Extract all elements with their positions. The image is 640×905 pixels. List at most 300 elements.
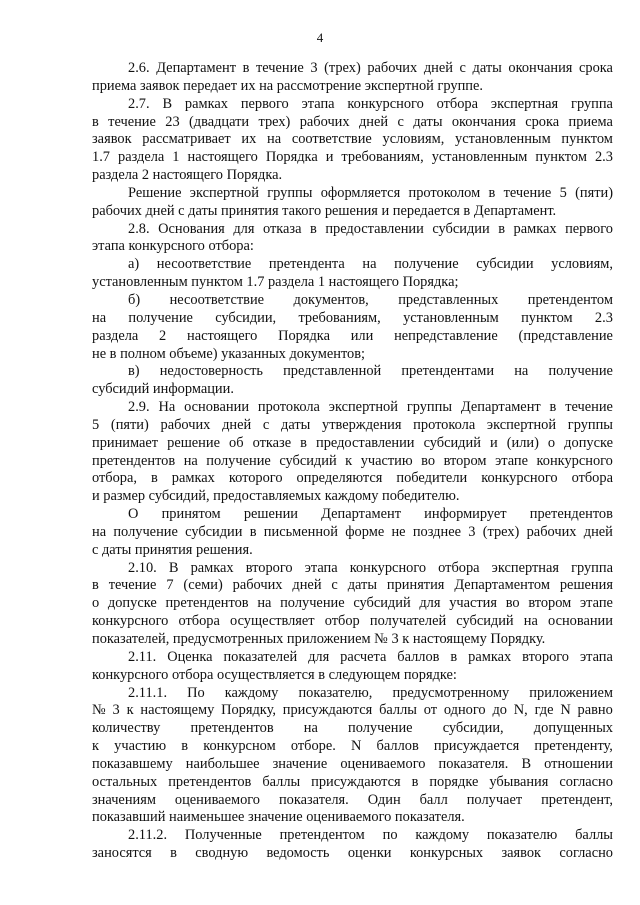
- word: конкурсного: [347, 95, 424, 112]
- word: на: [183, 452, 198, 469]
- word: группы: [567, 416, 613, 433]
- word: N: [560, 702, 571, 719]
- word: на: [92, 309, 107, 326]
- word: субсидий: [353, 595, 411, 612]
- word: для: [419, 595, 441, 612]
- word: во: [505, 595, 520, 612]
- word: этапа: [301, 95, 335, 112]
- word: Департамент: [156, 60, 236, 76]
- text-line: [92, 221, 613, 239]
- word: 1: [172, 149, 180, 166]
- word: субсидии: [185, 523, 243, 540]
- word: отказа: [262, 220, 302, 237]
- paragraph-2-11: [92, 649, 613, 685]
- word: присуждаются: [282, 702, 373, 719]
- word: настоящего: [187, 149, 258, 166]
- list-item-v: [92, 363, 613, 399]
- word: дней: [358, 113, 389, 130]
- word: на: [362, 256, 377, 273]
- paragraph-decision: [92, 185, 613, 221]
- word: 3: [468, 523, 476, 540]
- word: баллы: [575, 827, 613, 844]
- text-line: [92, 756, 613, 774]
- word: заносятся: [92, 845, 152, 862]
- word: первого: [565, 220, 613, 237]
- word: не: [391, 523, 406, 540]
- word: даты: [281, 416, 311, 433]
- word: представленной: [283, 363, 382, 380]
- word: протокола: [413, 416, 476, 433]
- text-line: [92, 720, 613, 738]
- word: субсидии,: [442, 720, 504, 737]
- word: 2: [159, 327, 167, 344]
- word: В: [162, 95, 173, 112]
- word: о: [547, 434, 556, 451]
- text-line: [92, 560, 613, 578]
- word: информирует: [424, 506, 507, 523]
- word: в: [170, 845, 177, 862]
- word: раздела: [92, 327, 139, 344]
- text-line: [92, 328, 613, 346]
- word: победители: [396, 470, 468, 487]
- word: оформляется: [320, 184, 401, 201]
- text-line: с даты принятия решения.: [92, 541, 253, 558]
- word: заявок: [501, 845, 542, 862]
- word: сводную: [195, 845, 249, 862]
- word: претендентов: [168, 773, 252, 790]
- word: о: [92, 595, 100, 612]
- word: субсидий: [279, 452, 337, 469]
- text-line: [92, 774, 613, 792]
- text-line: [92, 114, 613, 132]
- text-line: [92, 256, 613, 274]
- text-line: приема заявок передает их на рассмотрение экспертной группе.: [92, 77, 483, 94]
- word: претендентов: [529, 506, 613, 523]
- word: (пяти): [575, 184, 613, 201]
- word: На: [158, 399, 176, 416]
- word: отбора: [571, 470, 613, 487]
- word: (или): [506, 434, 539, 451]
- word: на: [514, 363, 529, 380]
- word: экспертной: [328, 399, 398, 416]
- word: группы: [267, 184, 313, 201]
- word: срока: [579, 60, 613, 76]
- word: 5: [92, 416, 100, 433]
- word: этапа: [579, 648, 613, 665]
- word: одного: [443, 702, 486, 719]
- word: несоответствие: [169, 291, 265, 308]
- word: настоящего: [187, 327, 258, 344]
- word: Порядка: [278, 327, 330, 344]
- paragraph-inform: [92, 506, 613, 560]
- word: основании: [548, 613, 613, 630]
- word: отбора,: [92, 470, 137, 487]
- word: 7: [166, 577, 174, 594]
- word: значениям: [92, 791, 156, 808]
- word: принятом: [161, 506, 221, 523]
- text-line: [92, 685, 613, 703]
- word: претендентов: [165, 595, 249, 612]
- word: течение: [503, 184, 552, 201]
- word: и: [325, 149, 334, 166]
- word: второго: [522, 648, 570, 665]
- word: установленным: [431, 149, 528, 166]
- text-line: [92, 131, 613, 149]
- word: отбора: [436, 95, 479, 112]
- word: участию: [360, 452, 413, 469]
- word: в: [249, 523, 257, 540]
- word: (пяти): [110, 416, 149, 433]
- word: (представление: [518, 327, 613, 344]
- word: 2.9.: [128, 399, 150, 416]
- word: группа: [571, 95, 613, 112]
- word: к: [126, 702, 134, 719]
- word: конкурсного: [536, 452, 613, 469]
- word: рамках: [468, 648, 512, 665]
- word: на: [303, 720, 318, 737]
- word: баллов: [376, 738, 419, 755]
- word: показавшему: [92, 755, 173, 772]
- page-number: 4: [316, 30, 324, 45]
- word: в: [411, 773, 419, 790]
- word: Один: [367, 791, 401, 808]
- word: 2.3: [594, 149, 613, 166]
- word: претендентов: [190, 720, 274, 737]
- text-line: [92, 524, 613, 542]
- word: протокола: [257, 399, 320, 416]
- word: экспертной: [189, 184, 259, 201]
- text-line: [92, 702, 613, 720]
- text-line: [92, 399, 613, 417]
- document-body: [92, 60, 613, 863]
- word: 2.7.: [128, 95, 150, 112]
- word: в: [300, 434, 307, 451]
- word: в: [92, 577, 99, 594]
- word: 2.10.: [128, 559, 157, 576]
- list-item-b: [92, 292, 613, 363]
- word: порядке: [429, 773, 479, 790]
- word: (трех): [324, 60, 361, 76]
- word: субсидии: [476, 256, 534, 273]
- word: 2.11.: [128, 648, 157, 665]
- word: Департамент: [321, 506, 401, 523]
- paragraph-2-8: [92, 221, 613, 257]
- word: претендента: [268, 256, 345, 273]
- word: даты: [347, 577, 377, 594]
- word: форме: [345, 523, 385, 540]
- word: решении: [243, 506, 298, 523]
- word: предусмотренному: [392, 684, 510, 701]
- word: отбора: [178, 613, 220, 630]
- word: рабочих: [299, 113, 350, 130]
- text-line: [92, 470, 613, 488]
- word: субсидий: [456, 613, 514, 630]
- word: требованиям,: [341, 149, 424, 166]
- word: течение: [255, 60, 304, 76]
- word: субсидии: [432, 220, 490, 237]
- word: остальных: [92, 773, 158, 790]
- word: несоответствие: [156, 256, 252, 273]
- word: показателя.: [278, 791, 349, 808]
- word: баллы: [262, 773, 301, 790]
- word: (двадцати: [189, 113, 250, 130]
- word: документов,: [293, 291, 369, 308]
- text-line: [92, 60, 613, 78]
- word: решения: [559, 577, 613, 594]
- word: на: [523, 613, 538, 630]
- word: баллы: [379, 702, 417, 719]
- word: раздела: [118, 149, 165, 166]
- word: оценки: [347, 845, 392, 862]
- word: на: [257, 595, 272, 612]
- word: допуске: [564, 434, 613, 451]
- word: предоставлении: [325, 220, 424, 237]
- word: пунктом: [561, 131, 613, 148]
- text-line: не в полном объеме) указанных документов;: [92, 345, 366, 362]
- word: конкурсных: [409, 845, 484, 862]
- word: окончания: [508, 60, 573, 76]
- word: рамках: [190, 559, 234, 576]
- word: условиям,: [551, 256, 613, 273]
- text-line: [92, 792, 613, 810]
- word: этапа: [304, 559, 338, 576]
- text-line: [92, 185, 613, 203]
- word: рабочих: [160, 416, 211, 433]
- word: рамках: [171, 470, 215, 487]
- word: получает: [466, 791, 523, 808]
- text-line: [92, 845, 613, 863]
- word: присуждаются: [311, 773, 401, 790]
- word: непредставление: [394, 327, 498, 344]
- word: допущенных: [533, 720, 613, 737]
- word: экспертной: [486, 416, 557, 433]
- word: осуществляет: [230, 613, 315, 630]
- text-line: [92, 738, 613, 756]
- word: рамках: [184, 95, 228, 112]
- word: получение: [348, 720, 413, 737]
- word: ведомость: [266, 845, 330, 862]
- text-line: [92, 649, 613, 667]
- paragraph-2-11-1: [92, 685, 613, 828]
- text-line: раздела 2 настоящего Порядка.: [92, 167, 283, 184]
- word: Департамент: [460, 399, 541, 416]
- text-line: конкурсного отбора осуществляется в следующем порядке:: [92, 666, 457, 683]
- word: трех): [258, 113, 291, 130]
- word: количеству: [92, 720, 161, 737]
- word: показателя.: [438, 755, 509, 772]
- word: N,: [513, 702, 528, 719]
- word: 3: [112, 702, 120, 719]
- word: претендентов: [92, 452, 176, 469]
- word: По: [187, 684, 205, 701]
- paragraph-2-10: [92, 560, 613, 649]
- text-line: показателей, предусмотренных приложением № 3 к настоящему Порядку.: [92, 631, 546, 647]
- text-line: [92, 577, 613, 595]
- word: рабочих: [367, 60, 418, 76]
- word: участия: [449, 595, 498, 612]
- word: с: [397, 113, 404, 130]
- word: субсидии,: [215, 309, 277, 326]
- word: значение: [272, 755, 328, 772]
- word: где: [534, 702, 554, 719]
- word: получение: [206, 452, 271, 469]
- word: 2.11.1.: [128, 684, 168, 701]
- word: получение: [128, 309, 193, 326]
- word: основании: [184, 399, 250, 416]
- text-line: [92, 417, 613, 435]
- word: от: [423, 702, 438, 719]
- word: 2.8.: [128, 220, 150, 237]
- word: согласно: [559, 773, 613, 790]
- word: для: [233, 220, 255, 237]
- word: N: [350, 738, 362, 755]
- word: их: [241, 131, 257, 148]
- word: равно: [577, 702, 613, 719]
- word: (трех): [482, 523, 520, 540]
- word: в: [488, 184, 496, 201]
- word: №: [92, 702, 106, 719]
- word: рассматривает: [142, 131, 231, 148]
- text-line: этапа конкурсного отбора:: [92, 238, 254, 255]
- word: этапе: [580, 595, 613, 612]
- paragraph-2-11-2: [92, 827, 613, 863]
- word: для: [308, 648, 330, 665]
- word: конкурсном: [203, 738, 276, 755]
- word: втором: [528, 595, 572, 612]
- word: втором: [443, 452, 487, 469]
- word: показателю: [486, 827, 558, 844]
- paragraph-2-7: [92, 96, 613, 185]
- word: дней: [423, 60, 453, 76]
- word: показателю,: [298, 684, 373, 701]
- word: Порядка: [265, 149, 318, 166]
- word: настоящему: [140, 702, 215, 719]
- word: окончания: [451, 113, 516, 130]
- word: с: [262, 416, 270, 433]
- text-line: и размер субсидий, предоставляемых каждому победителю.: [92, 488, 460, 505]
- word: с: [331, 577, 338, 594]
- word: согласно: [559, 845, 613, 862]
- word: претендентами: [401, 363, 495, 380]
- list-item-a: [92, 256, 613, 292]
- word: рамках: [513, 220, 557, 237]
- word: течение: [565, 399, 613, 416]
- word: даты: [413, 113, 443, 130]
- word: на: [267, 131, 282, 148]
- word: оцениваемого: [174, 791, 260, 808]
- word: участию: [114, 738, 167, 755]
- word: получение: [394, 256, 459, 273]
- word: предоставлении: [316, 434, 415, 451]
- text-line: [92, 292, 613, 310]
- word: второго: [245, 559, 293, 576]
- word: отбора: [438, 559, 480, 576]
- word: или: [350, 327, 374, 344]
- word: приложением: [529, 684, 613, 701]
- text-line: рабочих дней с даты принятия такого решения и передается в Департамент.: [92, 202, 557, 219]
- word: претендентом: [279, 827, 365, 844]
- word: отказе: [252, 434, 292, 451]
- word: показателей: [223, 648, 298, 665]
- word: рабочих: [232, 577, 283, 594]
- word: 23: [165, 113, 180, 130]
- word: отборе.: [290, 738, 336, 755]
- word: в: [498, 220, 505, 237]
- word: присуждается: [433, 738, 520, 755]
- word: 2.6.: [128, 60, 150, 76]
- word: течение: [108, 113, 156, 130]
- word: Основания: [158, 220, 225, 237]
- word: получение: [113, 523, 178, 540]
- word: расчета: [340, 648, 387, 665]
- word: группа: [571, 559, 613, 576]
- word: а): [128, 256, 140, 273]
- word: протоколом: [408, 184, 481, 201]
- word: соответствие: [291, 131, 372, 148]
- word: приема: [568, 113, 613, 130]
- text-line: [92, 363, 613, 381]
- text-line: показавший наименьшее значение оцениваемого показателя.: [92, 809, 465, 826]
- text-line: [92, 435, 613, 453]
- word: решение: [167, 434, 220, 451]
- text-line: [92, 827, 613, 845]
- word: и: [489, 434, 498, 451]
- word: Оценка: [167, 648, 213, 665]
- word: В: [168, 559, 179, 576]
- word: во: [421, 452, 436, 469]
- word: в: [181, 738, 189, 755]
- word: группы: [406, 399, 453, 416]
- word: позднее: [412, 523, 461, 540]
- text-line: субсидий информации.: [92, 381, 234, 398]
- word: к: [92, 738, 99, 755]
- text-line: [92, 595, 613, 613]
- word: экспертная: [490, 95, 559, 112]
- word: принятия: [386, 577, 445, 594]
- word: письменной: [263, 523, 338, 540]
- word: представленных: [398, 291, 499, 308]
- word: об: [229, 434, 244, 451]
- word: отбор: [324, 613, 360, 630]
- word: Порядку,: [221, 702, 276, 719]
- word: получателей: [369, 613, 447, 630]
- text-line: [92, 613, 613, 631]
- word: по: [382, 827, 398, 844]
- word: к: [345, 452, 353, 469]
- word: до: [492, 702, 507, 719]
- word: в: [310, 220, 317, 237]
- word: конкурсного: [481, 470, 558, 487]
- word: утверждения: [322, 416, 402, 433]
- word: 2.3: [594, 309, 613, 326]
- word: отношении: [544, 755, 613, 772]
- text-line: установленным пунктом 1.7 раздела 1 настоящего Порядка;: [92, 274, 459, 291]
- word: Полученные: [184, 827, 262, 844]
- word: дней: [222, 416, 252, 433]
- word: дней: [292, 577, 322, 594]
- word: каждому: [415, 827, 470, 844]
- word: претендентом: [527, 291, 613, 308]
- word: О: [128, 506, 139, 523]
- word: Решение: [128, 184, 182, 201]
- word: в: [549, 399, 557, 416]
- word: наибольшее: [185, 755, 260, 772]
- word: допуске: [107, 595, 157, 612]
- word: (семи): [183, 577, 223, 594]
- word: баллов: [397, 648, 440, 665]
- word: течение: [108, 577, 157, 594]
- word: принимает: [92, 434, 159, 451]
